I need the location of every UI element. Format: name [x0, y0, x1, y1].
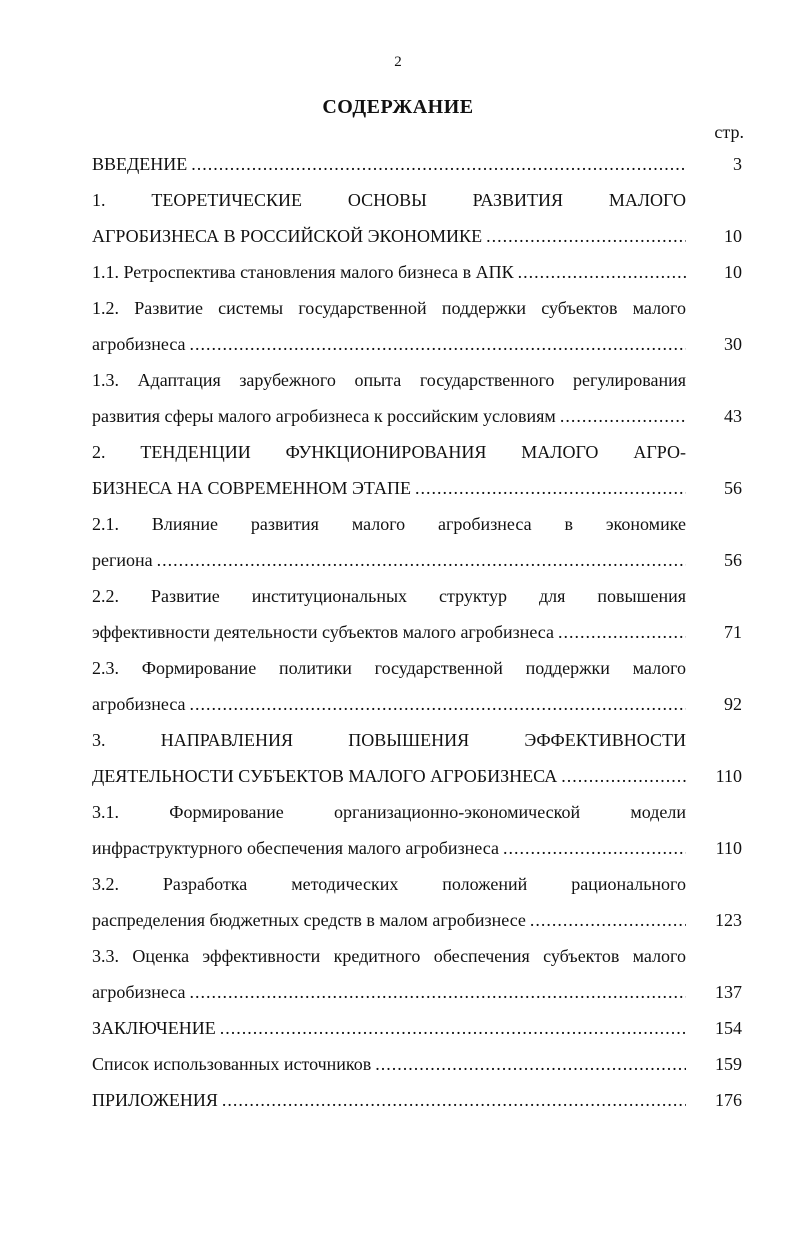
toc-entry-title: эффективности деятельности субъектов малого агробизнеса — [92, 622, 554, 642]
toc-entry-leader-line — [92, 830, 742, 866]
toc-entry-leader-line — [92, 218, 742, 254]
dot-leader — [558, 614, 686, 650]
toc-entry — [92, 182, 742, 254]
toc-entry-leader-line — [92, 686, 742, 722]
toc-page-number: 10 — [724, 226, 742, 246]
dot-leader — [222, 1082, 686, 1118]
toc-entry-title: Список использованных источников — [92, 1054, 372, 1074]
toc-page-number: 176 — [715, 1090, 742, 1110]
toc-entry-leader-line — [92, 326, 742, 362]
toc-page-number: 159 — [715, 1054, 742, 1074]
toc-entry-title: агробизнеса — [92, 334, 186, 354]
toc-entry-title: распределения бюджетных средств в малом агробизнесе — [92, 910, 526, 930]
toc-entry-leader-line — [92, 902, 742, 938]
toc-entry-title: ДЕЯТЕЛЬНОСТИ СУБЪЕКТОВ МАЛОГО АГРОБИЗНЕСА — [92, 766, 558, 786]
toc-entry — [92, 254, 742, 290]
toc-page-number: 110 — [715, 766, 742, 786]
toc-entry-title: БИЗНЕСА НА СОВРЕМЕННОМ ЭТАПЕ — [92, 478, 411, 498]
dot-leader — [415, 470, 686, 506]
toc-entry-text-line: 1.2. Развитие системы государственной поддержки субъектов малого — [92, 298, 686, 318]
toc-page-number: 110 — [715, 838, 742, 858]
toc-entry — [92, 938, 742, 1010]
toc-entry-leader-line — [92, 254, 742, 290]
toc-entry-leader-line — [92, 758, 742, 794]
dot-leader — [503, 830, 686, 866]
toc-entry-leader-line — [92, 398, 742, 434]
toc-page-number: 154 — [715, 1018, 742, 1038]
toc-page-number: 43 — [724, 406, 742, 426]
dot-leader — [518, 254, 686, 290]
toc-entry-leader-line — [92, 542, 742, 578]
dot-leader — [190, 686, 686, 722]
dot-leader — [190, 974, 686, 1010]
toc-entry-leader-line — [92, 974, 742, 1010]
dot-leader — [191, 146, 686, 182]
toc-entry-title: развития сферы малого агробизнеса к российским условиям — [92, 406, 556, 426]
toc-entry-title: инфраструктурного обеспечения малого агробизнеса — [92, 838, 499, 858]
toc-entry-title: агробизнеса — [92, 982, 186, 1002]
dot-leader — [560, 398, 686, 434]
toc-entry — [92, 506, 742, 578]
toc-entry-title: агробизнеса — [92, 694, 186, 714]
dot-leader — [486, 218, 686, 254]
toc-page-number: 92 — [724, 694, 742, 714]
toc-entry-title: ЗАКЛЮЧЕНИЕ — [92, 1018, 216, 1038]
page-number: 2 — [394, 54, 402, 70]
toc-page-number: 71 — [724, 622, 742, 642]
toc-page-number: 56 — [724, 478, 742, 498]
dot-leader — [561, 758, 686, 794]
toc-entry-text-line: 3.1. Формирование организационно-экономической модели — [92, 802, 686, 822]
toc-entry — [92, 362, 742, 434]
dot-leader — [530, 902, 686, 938]
toc-entry-text-line: 2.3. Формирование политики государственной поддержки малого — [92, 658, 686, 678]
toc-entry-title: АГРОБИЗНЕСА В РОССИЙСКОЙ ЭКОНОМИКЕ — [92, 226, 483, 246]
page-column-header: стр. — [714, 122, 744, 142]
toc-entry — [92, 1010, 742, 1046]
toc-entry-leader-line — [92, 1046, 742, 1082]
toc-entry-text-line: 2. ТЕНДЕНЦИИ ФУНКЦИОНИРОВАНИЯ МАЛОГО АГРО- — [92, 442, 686, 462]
toc-entry — [92, 1082, 742, 1118]
toc-entry — [92, 722, 742, 794]
toc-entry — [92, 794, 742, 866]
toc-page-number: 56 — [724, 550, 742, 570]
toc-entry — [92, 866, 742, 938]
toc-entry-text-line: 2.2. Развитие институциональных структур для повышения — [92, 586, 686, 606]
dot-leader — [375, 1046, 686, 1082]
toc-entry-leader-line — [92, 614, 742, 650]
toc-entry-title: ПРИЛОЖЕНИЯ — [92, 1090, 218, 1110]
toc-entry-leader-line — [92, 1082, 742, 1118]
toc-entry-leader-line — [92, 146, 742, 182]
toc-entry — [92, 146, 742, 182]
toc-page-number: 137 — [715, 982, 742, 1002]
toc-entry-text-line: 3. НАПРАВЛЕНИЯ ПОВЫШЕНИЯ ЭФФЕКТИВНОСТИ — [92, 730, 686, 750]
toc-page-number: 30 — [724, 334, 742, 354]
toc-entry-text-line: 3.3. Оценка эффективности кредитного обеспечения субъектов малого — [92, 946, 686, 966]
toc-entry-leader-line — [92, 470, 742, 506]
dot-leader — [190, 326, 686, 362]
toc-page-number: 10 — [724, 262, 742, 282]
dot-leader — [157, 542, 686, 578]
toc-entry — [92, 650, 742, 722]
toc-entry-text-line: 2.1. Влияние развития малого агробизнеса в экономике — [92, 514, 686, 534]
page-title: СОДЕРЖАНИЕ — [322, 96, 474, 118]
toc-entry-title: ВВЕДЕНИЕ — [92, 154, 188, 174]
toc-page-number: 3 — [733, 154, 742, 174]
toc-entry-title: 1.1. Ретроспектива становления малого бизнеса в АПК — [92, 262, 514, 282]
toc-entry-text-line: 3.2. Разработка методических положений рационального — [92, 874, 686, 894]
toc-entry-text-line: 1.3. Адаптация зарубежного опыта государственного регулирования — [92, 370, 686, 390]
toc-entry — [92, 434, 742, 506]
table-of-contents — [92, 146, 742, 1118]
toc-entry-title: региона — [92, 550, 153, 570]
toc-entry-text-line: 1. ТЕОРЕТИЧЕСКИЕ ОСНОВЫ РАЗВИТИЯ МАЛОГО — [92, 190, 686, 210]
toc-page-number: 123 — [715, 910, 742, 930]
toc-entry — [92, 1046, 742, 1082]
toc-entry-leader-line — [92, 1010, 742, 1046]
toc-entry — [92, 290, 742, 362]
toc-entry — [92, 578, 742, 650]
dot-leader — [220, 1010, 686, 1046]
